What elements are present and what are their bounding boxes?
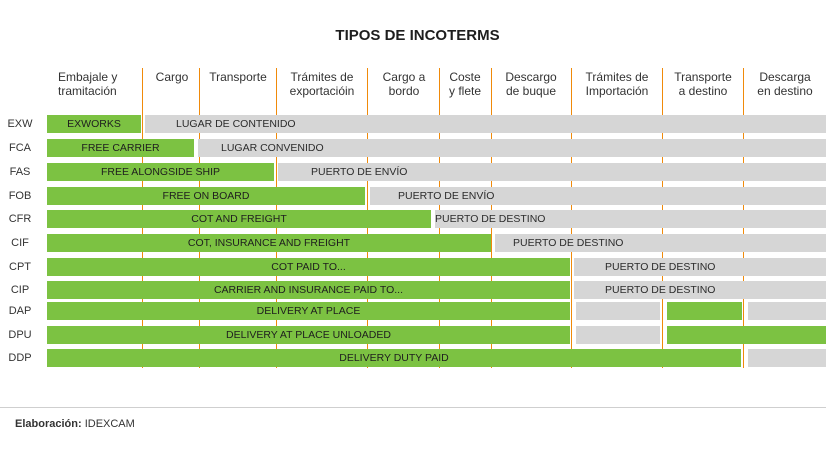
green-bar-cpt: COT PAID TO... bbox=[47, 258, 570, 276]
row-label-cpt: CPT bbox=[9, 261, 31, 273]
column-header-cargo-a-bordo: Cargo a bordo bbox=[382, 70, 426, 98]
grey-bar-cpt: PUERTO DE DESTINO bbox=[574, 258, 826, 276]
green-bar-fca: FREE CARRIER bbox=[47, 139, 194, 157]
green-bar-dpu: DELIVERY AT PLACE UNLOADED bbox=[47, 326, 570, 344]
green-bar-fas: FREE ALONGSIDE SHIP bbox=[47, 163, 274, 181]
grey-bar-ddp-descarga bbox=[748, 349, 826, 367]
column-header-transporte: Transporte bbox=[209, 70, 267, 84]
green-bar-dap: DELIVERY AT PLACE bbox=[47, 302, 570, 320]
row-label-fas: FAS bbox=[9, 166, 31, 178]
column-header-cargo: Cargo bbox=[155, 70, 189, 84]
grey-bar-fob: PUERTO DE ENVÍO bbox=[370, 187, 826, 205]
row-label-dpu: DPU bbox=[8, 329, 32, 341]
grey-bar-dap-descarga bbox=[748, 302, 826, 320]
footer-value: IDEXCAM bbox=[84, 418, 135, 430]
column-header-tramites-importacion: Trámites de Importación bbox=[585, 70, 649, 98]
grey-bar-cip: PUERTO DE DESTINO bbox=[574, 281, 826, 299]
green-bar-cfr: COT AND FREIGHT bbox=[47, 210, 431, 228]
footer-label: Elaboración: bbox=[15, 418, 82, 430]
column-header-transporte-destino: Transporte a destino bbox=[674, 70, 732, 98]
green-bar-ddp: DELIVERY DUTY PAID bbox=[47, 349, 741, 367]
footer-credit bbox=[15, 418, 135, 430]
grey-bar-cfr: PUERTO DE DESTINO bbox=[435, 210, 826, 228]
column-header-coste-flete: Coste y flete bbox=[448, 70, 481, 98]
grey-bar-dpu-importacion bbox=[576, 326, 660, 344]
row-label-fob: FOB bbox=[8, 190, 32, 202]
green-bar-cip: CARRIER AND INSURANCE PAID TO... bbox=[47, 281, 570, 299]
green-bar-fob: FREE ON BOARD bbox=[47, 187, 365, 205]
page-title: TIPOS DE INCOTERMS bbox=[335, 27, 500, 44]
row-label-cfr: CFR bbox=[8, 213, 32, 225]
row-label-cip: CIP bbox=[10, 284, 30, 296]
grey-bar-fca: LUGAR CONVENIDO bbox=[198, 139, 826, 157]
grey-bar-cif: PUERTO DE DESTINO bbox=[495, 234, 826, 252]
grey-bar-dap-importacion bbox=[576, 302, 660, 320]
row-label-ddp: DDP bbox=[8, 352, 32, 364]
row-label-cif: CIF bbox=[11, 237, 29, 249]
column-header-embalaje: Embajale y tramitación bbox=[58, 70, 118, 98]
grey-bar-fas: PUERTO DE ENVÍO bbox=[278, 163, 826, 181]
green-bar-exw: EXWORKS bbox=[47, 115, 141, 133]
row-label-dap: DAP bbox=[8, 305, 32, 317]
column-header-tramites-exportacion: Trámites de exportacióin bbox=[289, 70, 355, 98]
green-bar-dap-transporte bbox=[667, 302, 742, 320]
column-header-descarga-destino: Descarga en destino bbox=[757, 70, 813, 98]
footer-divider bbox=[0, 407, 826, 408]
row-label-exw: EXW bbox=[7, 118, 33, 130]
row-label-fca: FCA bbox=[9, 142, 31, 154]
green-bar-dpu-destino bbox=[667, 326, 826, 344]
grey-bar-exw: LUGAR DE CONTENIDO bbox=[145, 115, 826, 133]
green-bar-cif: COT, INSURANCE AND FREIGHT bbox=[47, 234, 491, 252]
column-header-descargo-buque: Descargo de buque bbox=[505, 70, 557, 98]
